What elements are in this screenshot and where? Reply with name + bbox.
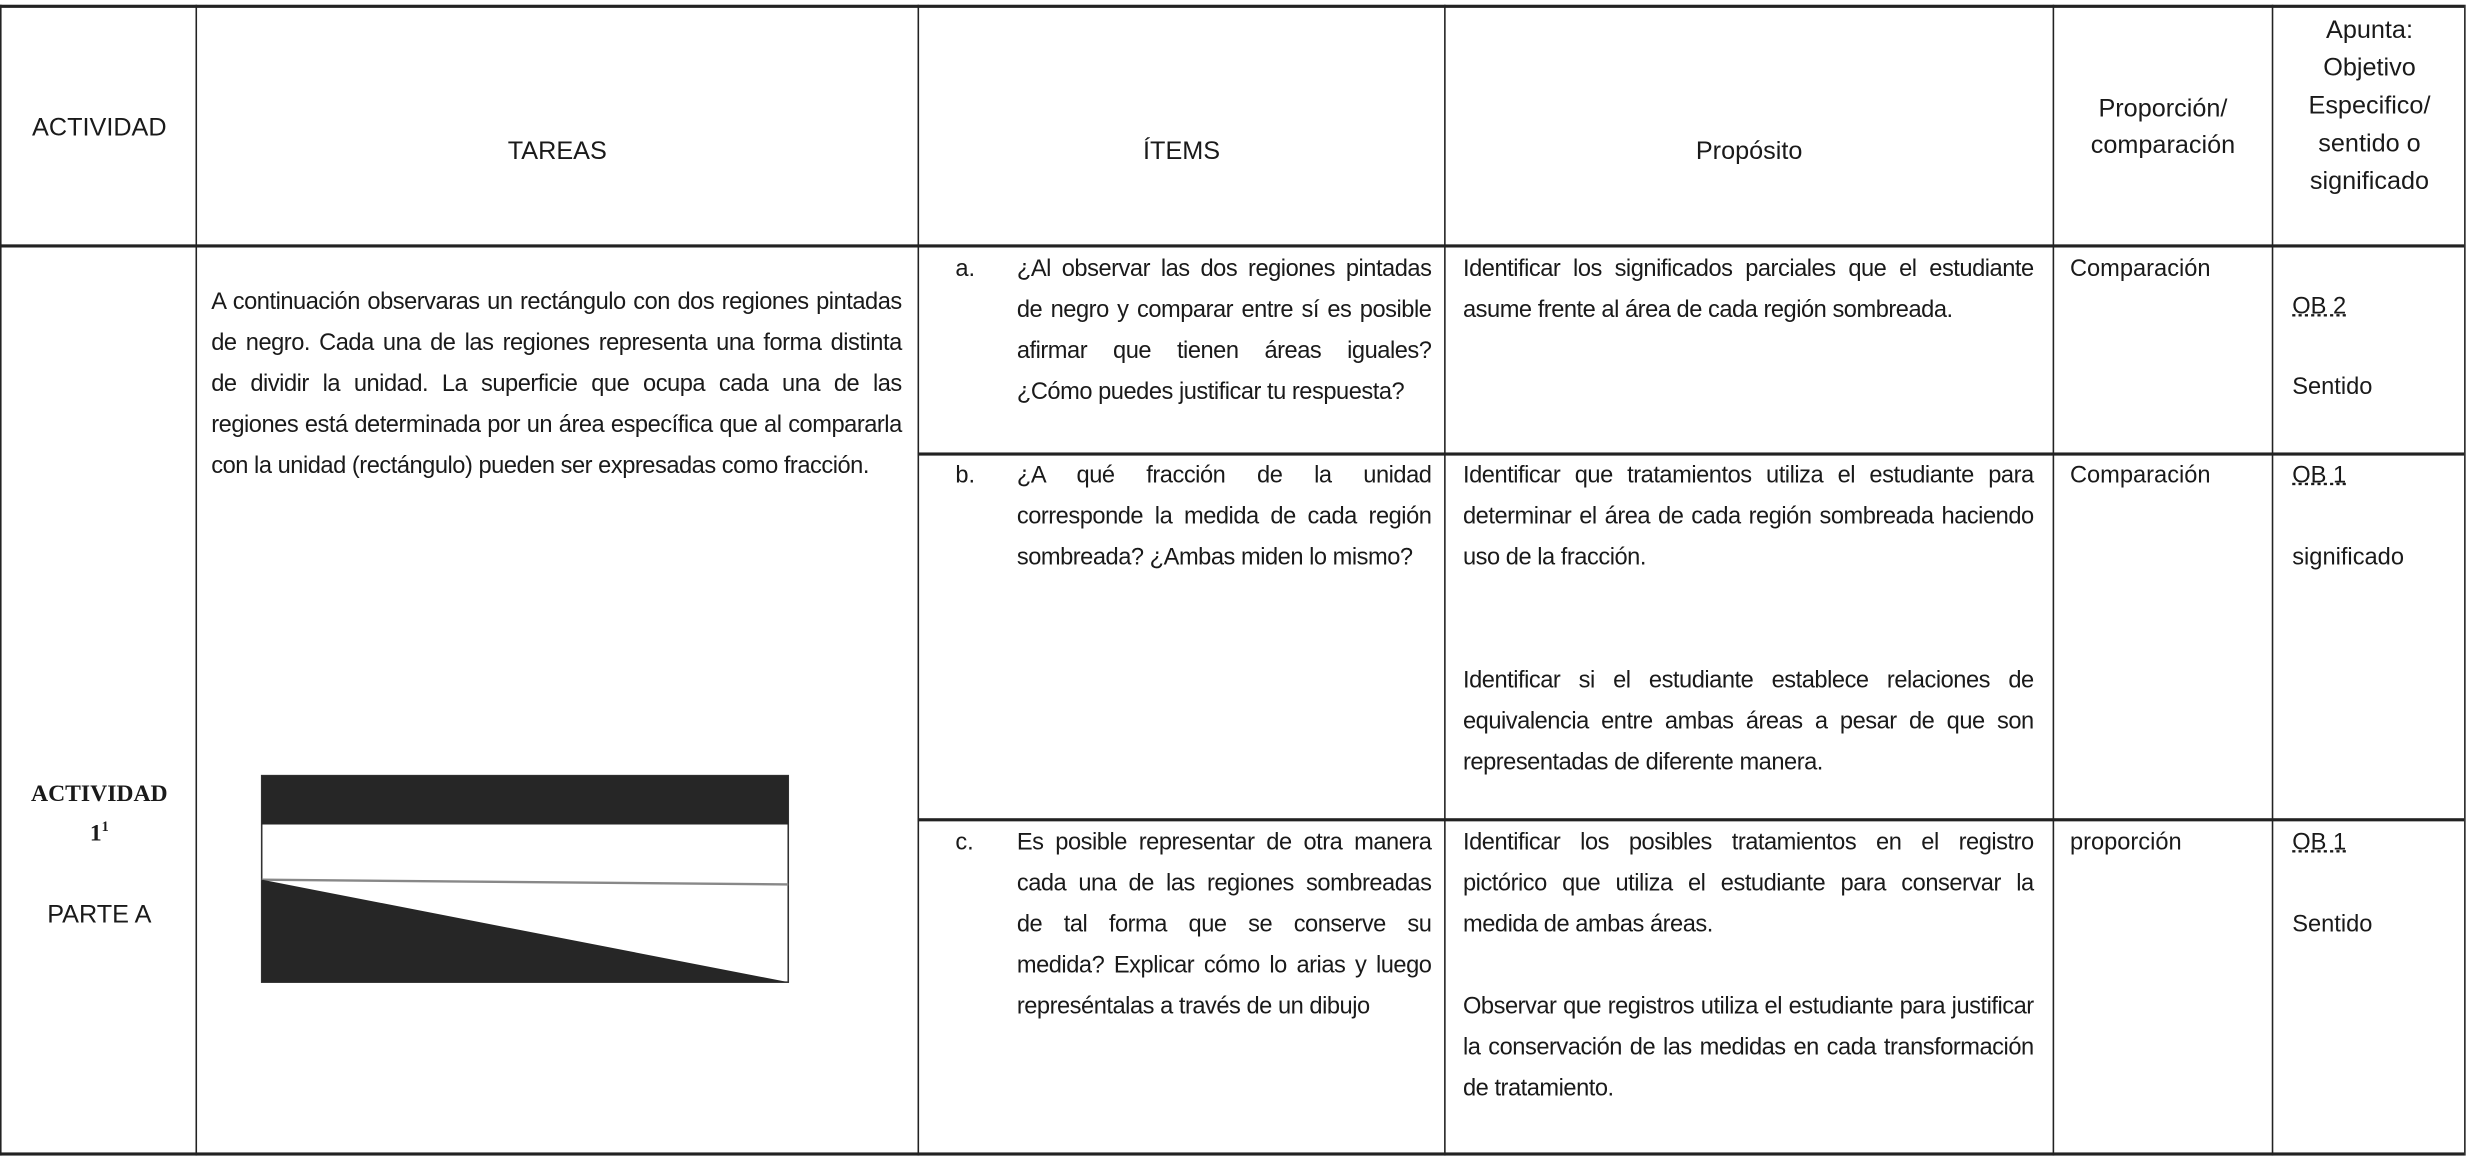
meaning-label: significado [2292,543,2404,571]
table-bottom-border [0,1152,2464,1155]
activity-label [3,779,195,850]
header-apunta: Apunta: Objetivo Especifico/ sentido o significado [2308,17,2431,196]
type-label: Comparación [2069,255,2211,283]
task-description: A continuación observaras un rectángulo con dos regiones pintadas de negro. Cada una de las regiones representa una forma distinta de dividir la unidad. La superficie que ocupa cada una de las regiones está determinada por un área específica que al compararla con la unidad (rectángulo) pueden ser expresadas como fracción. [211,288,902,480]
header-actividad: ACTIVIDAD [32,115,167,142]
col-border [2272,5,2274,1156]
item-text: Es posible representar de otra manera cada una de las regiones sombreadas de tal forma que se conserve su medida? Explicar cómo lo arias y luego represéntalas a través de un dibujo [1016,829,1432,1020]
header-proporcion: Proporción/ comparación [2090,96,2236,160]
purpose-text: Identificar que tratamientos utiliza el estudiante para determinar el área de cada región sombreada haciendo uso de la fracción. [1462,461,2034,571]
meaning-label: Sentido [2292,373,2373,401]
objective-label: OB 1 [2292,829,2347,857]
objective-label: OB 1 [2292,461,2347,489]
type-label: proporción [2069,829,2182,857]
purpose-text: Observar que registros utiliza el estudiante para justificar la conservación de las medidas en cada transformación de tratamiento. [1462,993,2034,1102]
col-border [2464,5,2466,1156]
col-border [195,5,197,1156]
col-border [1444,5,1446,1156]
activity-number: 1 [89,821,102,847]
item-text: ¿Al observar las dos regiones pintadas de negro y comparar entre sí es posible afirmar que tienen áreas iguales? ¿Cómo puedes justificar tu respuesta? [1016,255,1432,406]
header-tareas: TAREAS [507,138,607,166]
purpose-text: Identificar si el estudiante establece relaciones de equivalencia entre ambas áreas a pesar de que son representadas de diferente manera. [1462,666,2034,776]
header-proposito: Propósito [1695,138,1803,166]
row-b-divider [918,818,2465,821]
item-letter: c. [955,829,974,857]
top-shaded-region [262,776,789,825]
meaning-label: Sentido [2292,911,2373,939]
item-letter: a. [955,255,976,283]
rectangle-figure [259,772,795,986]
purpose-text: Identificar los posibles tratamientos en el registro pictórico que utiliza el estudiante para conservar la medida de ambas áreas. [1462,829,2034,939]
header-items: ÍTEMS [1143,138,1221,166]
type-label: Comparación [2069,461,2211,489]
item-letter: b. [955,461,976,489]
activity-name: ACTIVIDAD [30,781,168,808]
col-border [2053,5,2055,1156]
activity-part: PARTE A [47,901,152,929]
purpose-text: Identificar los significados parciales que el estudiante asume frente al área de cada región sombreada. [1462,255,2034,324]
table-top-border [0,5,2464,8]
col-border [0,5,2,1156]
activity-footnote: 1 [101,818,109,834]
objective-label: OB 2 [2292,293,2347,321]
col-border [918,5,920,1156]
header-divider [0,244,2464,247]
item-text: ¿A qué fracción de la unidad corresponde la medida de cada región sombreada? ¿Ambas miden lo mismo? [1016,461,1432,571]
